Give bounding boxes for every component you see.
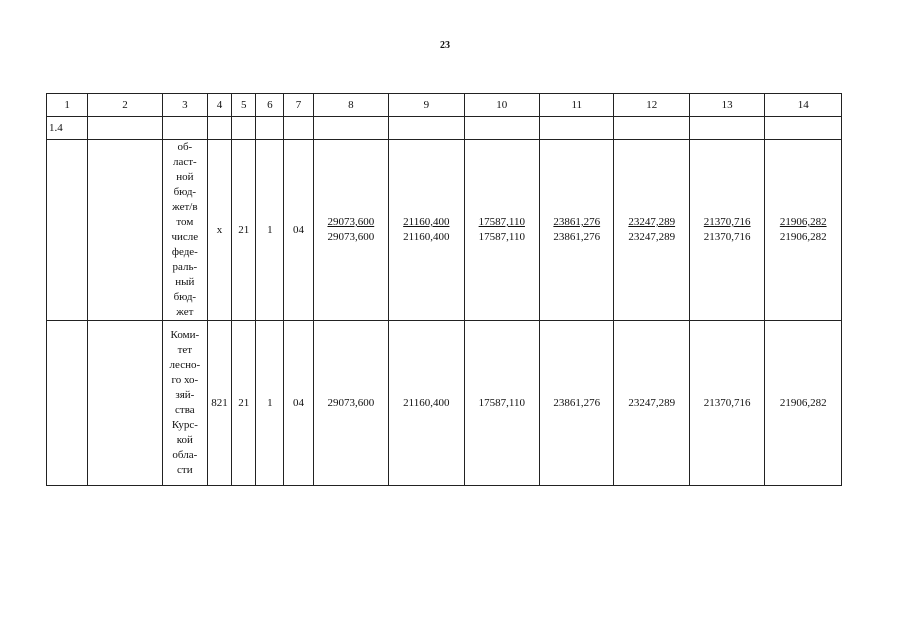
committee-row-name: Коми- тет лесно- го хо- зяй- ства Курс- кой обла- сти (162, 321, 207, 486)
value-cell (689, 140, 764, 321)
value-cell: 17587,110 (464, 321, 539, 486)
table-cell (207, 117, 231, 140)
column-header-9: 9 (389, 94, 464, 117)
table-cell (540, 117, 614, 140)
value-top: 21160,400 (403, 216, 450, 228)
table-cell (284, 117, 313, 140)
value-cell (540, 140, 614, 321)
column-header-12: 12 (614, 94, 689, 117)
table-cell (88, 117, 162, 140)
value-cell (765, 140, 842, 321)
value-cell: 21906,282 (765, 321, 842, 486)
column-header-3: 3 (162, 94, 207, 117)
value-cell: 23861,276 (540, 321, 614, 486)
budget-row-name: об- ласт- ной бюд- жет/в том числе феде- раль- ный бюд- жет (162, 140, 207, 321)
column-header-14: 14 (765, 94, 842, 117)
value-cell (464, 140, 539, 321)
table-cell (313, 117, 388, 140)
column-header-10: 10 (464, 94, 539, 117)
table-cell: 21 (232, 321, 256, 486)
column-header-4: 4 (207, 94, 231, 117)
value-cell (389, 140, 464, 321)
value-bottom: 29073,600 (327, 231, 375, 243)
table-cell (88, 321, 162, 486)
value-cell (313, 140, 388, 321)
value-top: 29073,600 (327, 216, 375, 228)
value-cell: 21160,400 (389, 321, 464, 486)
value-bottom: 17587,110 (478, 231, 525, 243)
value-cell: 29073,600 (313, 321, 388, 486)
table-cell: х (207, 140, 231, 321)
value-top: 17587,110 (478, 216, 525, 228)
table-cell (614, 117, 689, 140)
table-cell: 1 (256, 140, 284, 321)
column-header-13: 13 (689, 94, 764, 117)
table-cell (232, 117, 256, 140)
table-cell (88, 140, 162, 321)
column-header-2: 2 (88, 94, 162, 117)
page-number: 23 (440, 40, 450, 51)
value-bottom: 21160,400 (403, 231, 450, 243)
section-label: 1.4 (47, 117, 88, 140)
table-cell (389, 117, 464, 140)
value-top: 23861,276 (553, 216, 601, 228)
column-header-7: 7 (284, 94, 313, 117)
table-header-row (47, 94, 842, 117)
table-cell: 04 (284, 321, 313, 486)
table-cell: 821 (207, 321, 231, 486)
table-row (47, 140, 842, 321)
column-header-1: 1 (47, 94, 88, 117)
table-row (47, 321, 842, 486)
column-header-8: 8 (313, 94, 388, 117)
table-cell (464, 117, 539, 140)
value-bottom: 21906,282 (779, 231, 827, 243)
value-top: 23247,289 (628, 216, 676, 228)
value-cell: 23247,289 (614, 321, 689, 486)
budget-table (46, 93, 842, 486)
table-cell: 21 (232, 140, 256, 321)
column-header-6: 6 (256, 94, 284, 117)
value-bottom: 23247,289 (628, 231, 676, 243)
table-cell (47, 140, 88, 321)
value-bottom: 21370,716 (703, 231, 751, 243)
section-row (47, 117, 842, 140)
table-cell (47, 321, 88, 486)
column-header-11: 11 (540, 94, 614, 117)
value-top: 21370,716 (703, 216, 751, 228)
table-cell (689, 117, 764, 140)
value-cell (614, 140, 689, 321)
table-cell: 1 (256, 321, 284, 486)
table-cell (765, 117, 842, 140)
column-header-5: 5 (232, 94, 256, 117)
value-cell: 21370,716 (689, 321, 764, 486)
table-cell (162, 117, 207, 140)
table-cell: 04 (284, 140, 313, 321)
value-bottom: 23861,276 (553, 231, 601, 243)
table-cell (256, 117, 284, 140)
value-top: 21906,282 (779, 216, 827, 228)
